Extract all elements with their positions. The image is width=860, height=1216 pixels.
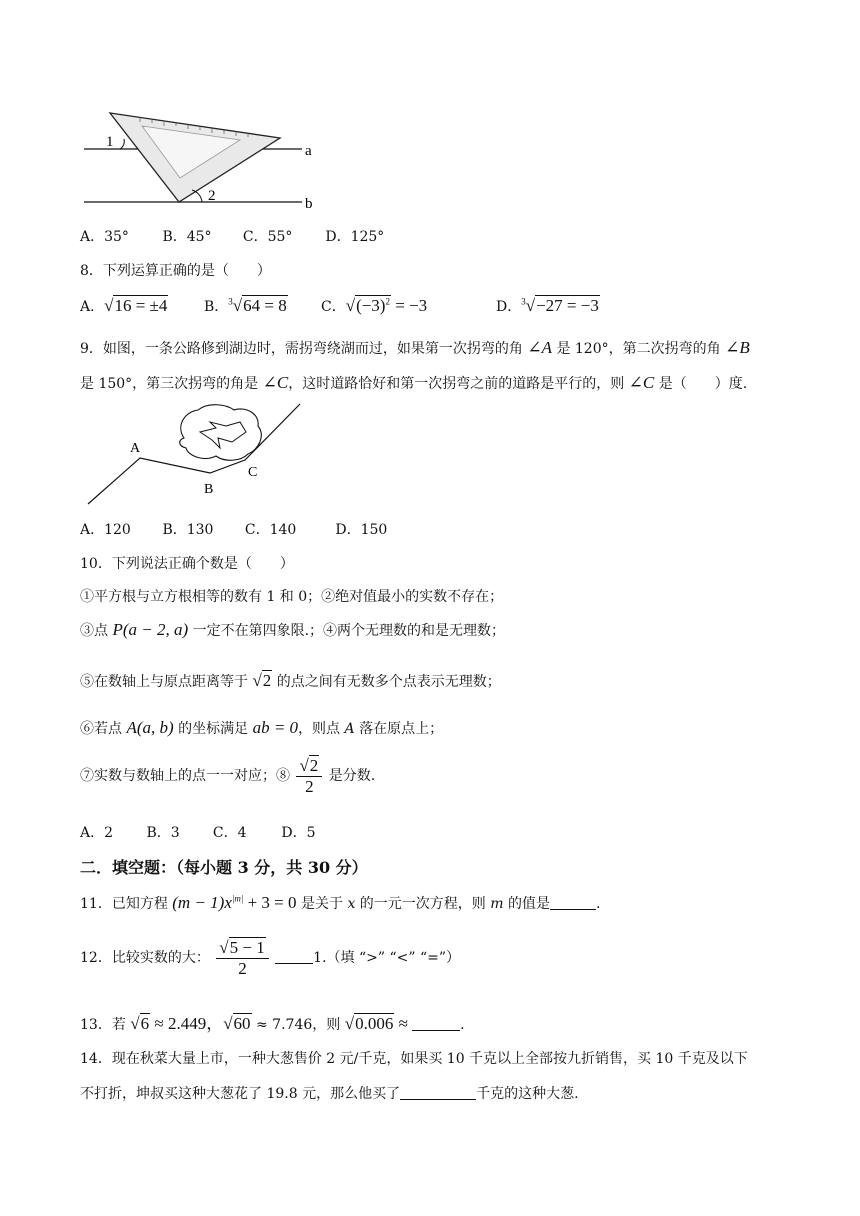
- angle-1-arc: [120, 139, 124, 149]
- q13-answer-blank[interactable]: [412, 1016, 460, 1031]
- q7-figure: [80, 104, 320, 216]
- q9-option-d: D．150: [335, 522, 388, 538]
- q12-answer-blank[interactable]: [275, 949, 313, 964]
- q9-option-c: C．140: [244, 522, 297, 538]
- q8-option-a: A．√16 = ±4: [80, 296, 168, 315]
- q10-option-d: D．5: [281, 825, 316, 841]
- q11-answer-blank[interactable]: [550, 895, 596, 910]
- angle-1-label: 1: [106, 134, 114, 150]
- lake: [180, 405, 262, 461]
- q10-statement-1-2: ①平方根与立方根相等的数有 1 和 0；②绝对值最小的实数不存在；: [80, 589, 504, 605]
- lake-inner: [200, 422, 246, 448]
- q14-answer-blank[interactable]: [400, 1085, 476, 1100]
- q10-option-b: B．3: [146, 825, 180, 841]
- q10-statement-7-8: ⑦实数与数轴上的点一一对应；⑧ $\frac{√2}{2}$ 是分数.: [80, 756, 376, 796]
- q10-options: [80, 822, 316, 842]
- q14-line2: 不打折，坤叔买这种大葱花了 19.8 元，那么他买了 千克的这种大葱.: [80, 1086, 579, 1102]
- q9-option-b: B．130: [162, 522, 214, 538]
- angle-2-label: 2: [208, 188, 216, 204]
- q9-options: [80, 519, 387, 539]
- q14-line1: 14．现在秋菜大量上市，一种大葱售价 2 元/千克，如果买 10 千克以上全部按九折销售，买 10 千克及以下: [80, 1051, 748, 1067]
- q13: 13．若 √6 ≈ 2.449，√60 ≈ 7.746，则 √0.006 ≈ .: [80, 1014, 465, 1033]
- q7-option-b: B．45°: [162, 229, 212, 245]
- q10-statement-5: ⑤在数轴上与原点距离等于 √2 的点之间有无数多个点表示无理数；: [80, 671, 501, 690]
- q7-option-d: D．125°: [325, 229, 385, 245]
- q10-option-a: A．2: [80, 825, 114, 841]
- q8-option-d: D．$^3$√−27 = −3: [496, 296, 599, 315]
- line-a-label: a: [305, 143, 312, 159]
- q7-options: [80, 226, 384, 246]
- q7-option-a: A．35°: [80, 229, 129, 245]
- line-b-label: b: [305, 196, 313, 212]
- point-A-label: A: [130, 441, 141, 456]
- section-2-heading: 二．填空题：（每小题 3 分，共 30 分）: [80, 858, 368, 877]
- q9-option-a: A．120: [80, 522, 131, 538]
- q9-stem-line1: 9．如图，一条公路修到湖边时，需拐弯绕湖而过，如果第一次拐弯的角 ∠A 是 120°，第二次拐弯的角 ∠B: [80, 338, 750, 357]
- q8-stem: 8．下列运算正确的是（ ）: [80, 263, 271, 279]
- road: [88, 404, 300, 504]
- fraction-sqrt2-over-2: $\frac{√2}{2}$: [296, 756, 322, 796]
- point-C-label: C: [248, 465, 258, 480]
- q8-option-b: B．$^3$√64 = 8: [204, 296, 287, 315]
- q7-option-c: C．55°: [242, 229, 293, 245]
- q10-statement-3-4: ③点 P(a − 2, a) 一定不在第四象限.；④两个无理数的和是无理数；: [80, 620, 506, 639]
- point-B-label: B: [204, 482, 214, 497]
- fraction-sqrt5-minus-1-over-2: $\frac{√5 - 1}{2}$: [216, 938, 268, 978]
- q12: 12．比较实数的大： $\frac{√5 - 1}{2}$ 1.（填 “>” “<” “=”）: [80, 938, 461, 978]
- q9-stem-line2: 是 150°，第三次拐弯的角是 ∠C，这时道路恰好和第一次拐弯之前的道路是平行的，则 ∠C 是（ ）度.: [80, 373, 748, 392]
- q10-statement-6: ⑥若点 A(a, b) 的坐标满足 ab = 0，则点 A 落在原点上；: [80, 718, 444, 737]
- q10-stem: 10．下列说法正确个数是（ ）: [80, 556, 294, 572]
- q11: 11．已知方程 $(m - 1)x^{|m|} + 3 = 0$ 是关于 x 的一元一次方程，则 m 的值是 .: [80, 893, 601, 912]
- q10-option-c: C．4: [212, 825, 247, 841]
- q8-option-c: C．$√(-3)^2 = -3$: [321, 296, 428, 315]
- q9-figure: [80, 400, 310, 510]
